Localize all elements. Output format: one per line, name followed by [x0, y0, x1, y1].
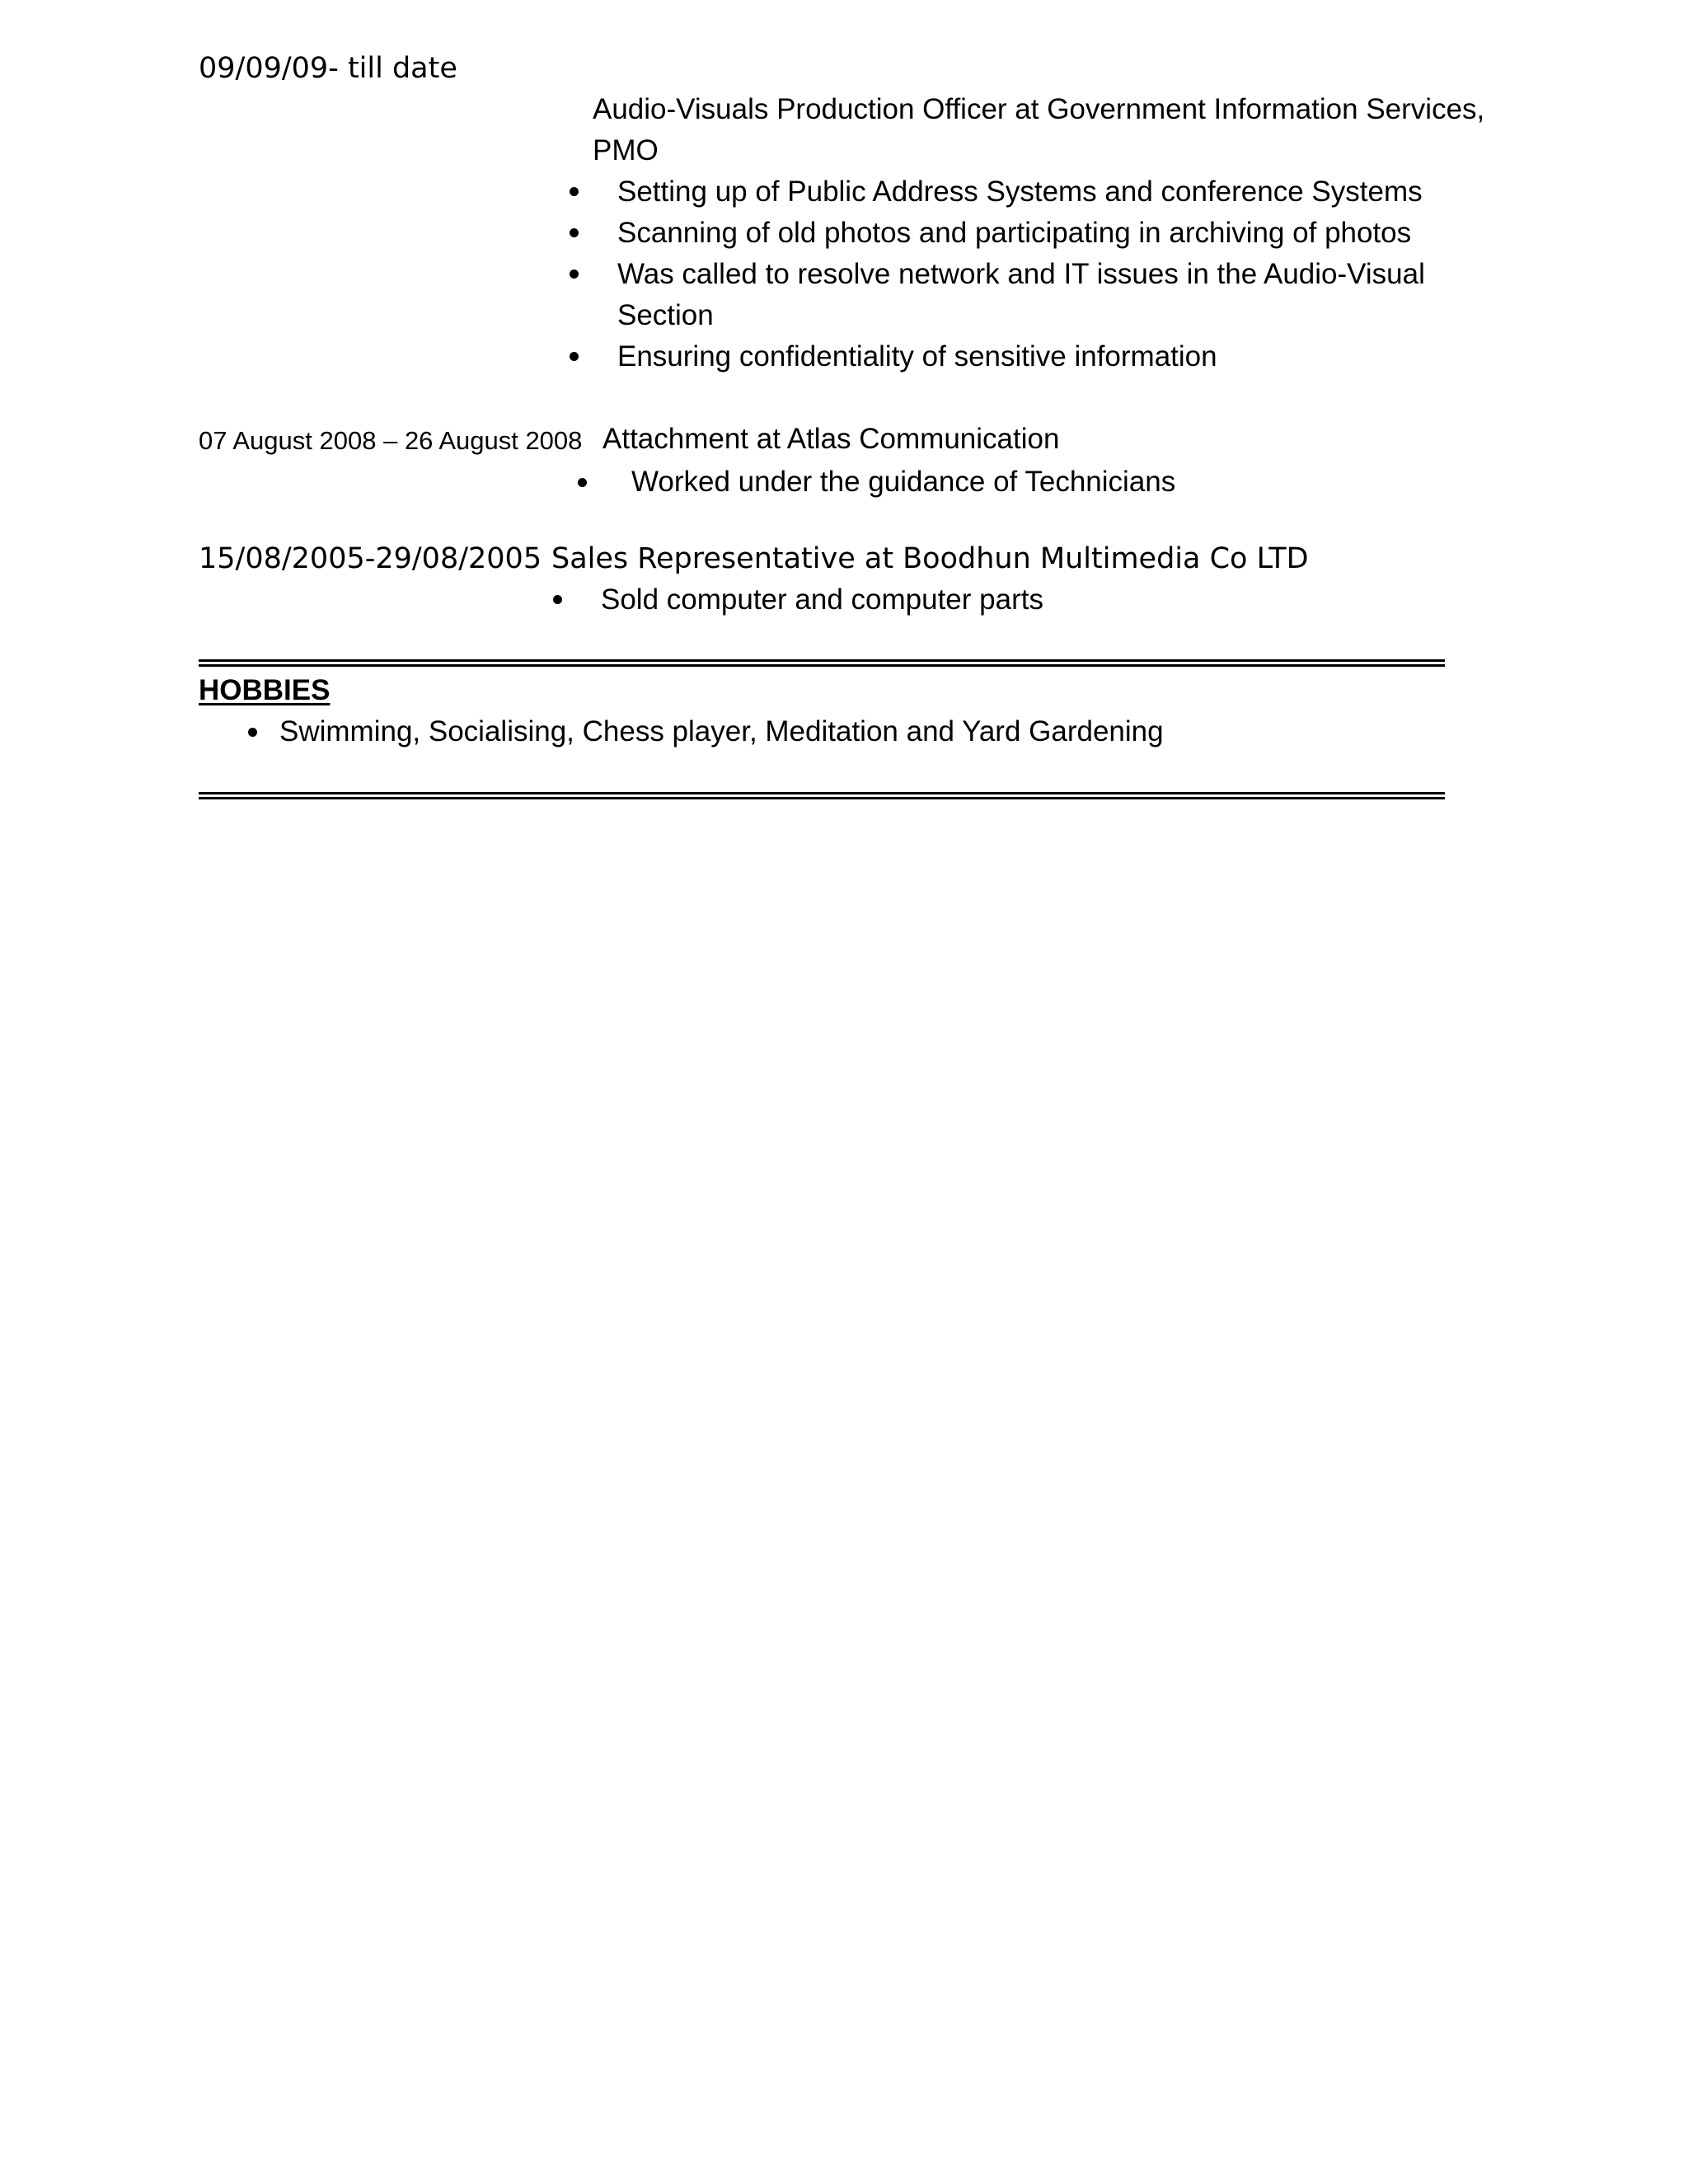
section-divider — [199, 792, 1445, 799]
bullet-icon — [570, 352, 579, 361]
bullet-icon — [578, 478, 587, 487]
hobbies-heading: HOBBIES — [199, 674, 331, 706]
bullet-icon — [570, 269, 579, 279]
bullet-icon — [570, 228, 579, 237]
bullet-icon — [248, 728, 257, 737]
entry-1-bullet-4: Ensuring confidentiality of sensitive information — [617, 340, 1217, 373]
entry-2-date: 07 August 2008 – 26 August 2008 — [199, 426, 583, 455]
entry-1-title-line-2: PMO — [593, 134, 659, 166]
section-divider — [199, 659, 1445, 667]
entry-3-date: 15/08/2005-29/08/2005 — [199, 542, 542, 575]
entry-3-title: Sales Representative at Boodhun Multimedia Co LTD — [551, 542, 1309, 575]
bullet-icon — [553, 595, 562, 604]
entry-1-bullet-3: Was called to resolve network and IT issues in the Audio-Visual — [617, 258, 1425, 290]
entry-1-title-line-1: Audio-Visuals Production Officer at Government Information Services, — [593, 93, 1485, 125]
entry-2-title: Attachment at Atlas Communication — [603, 423, 1060, 455]
entry-3-bullet-1: Sold computer and computer parts — [601, 583, 1043, 616]
entry-1-bullet-1: Setting up of Public Address Systems and conference Systems — [617, 176, 1423, 208]
hobbies-item-1: Swimming, Socialising, Chess player, Meditation and Yard Gardening — [279, 715, 1164, 748]
entry-2-bullet-1: Worked under the guidance of Technicians — [631, 466, 1176, 498]
entry-1-date: 09/09/09- till date — [199, 52, 457, 85]
bullet-icon — [570, 187, 579, 196]
entry-1-bullet-2: Scanning of old photos and participating in archiving of photos — [617, 217, 1412, 249]
entry-1-bullet-3-continued: Section — [617, 299, 714, 331]
